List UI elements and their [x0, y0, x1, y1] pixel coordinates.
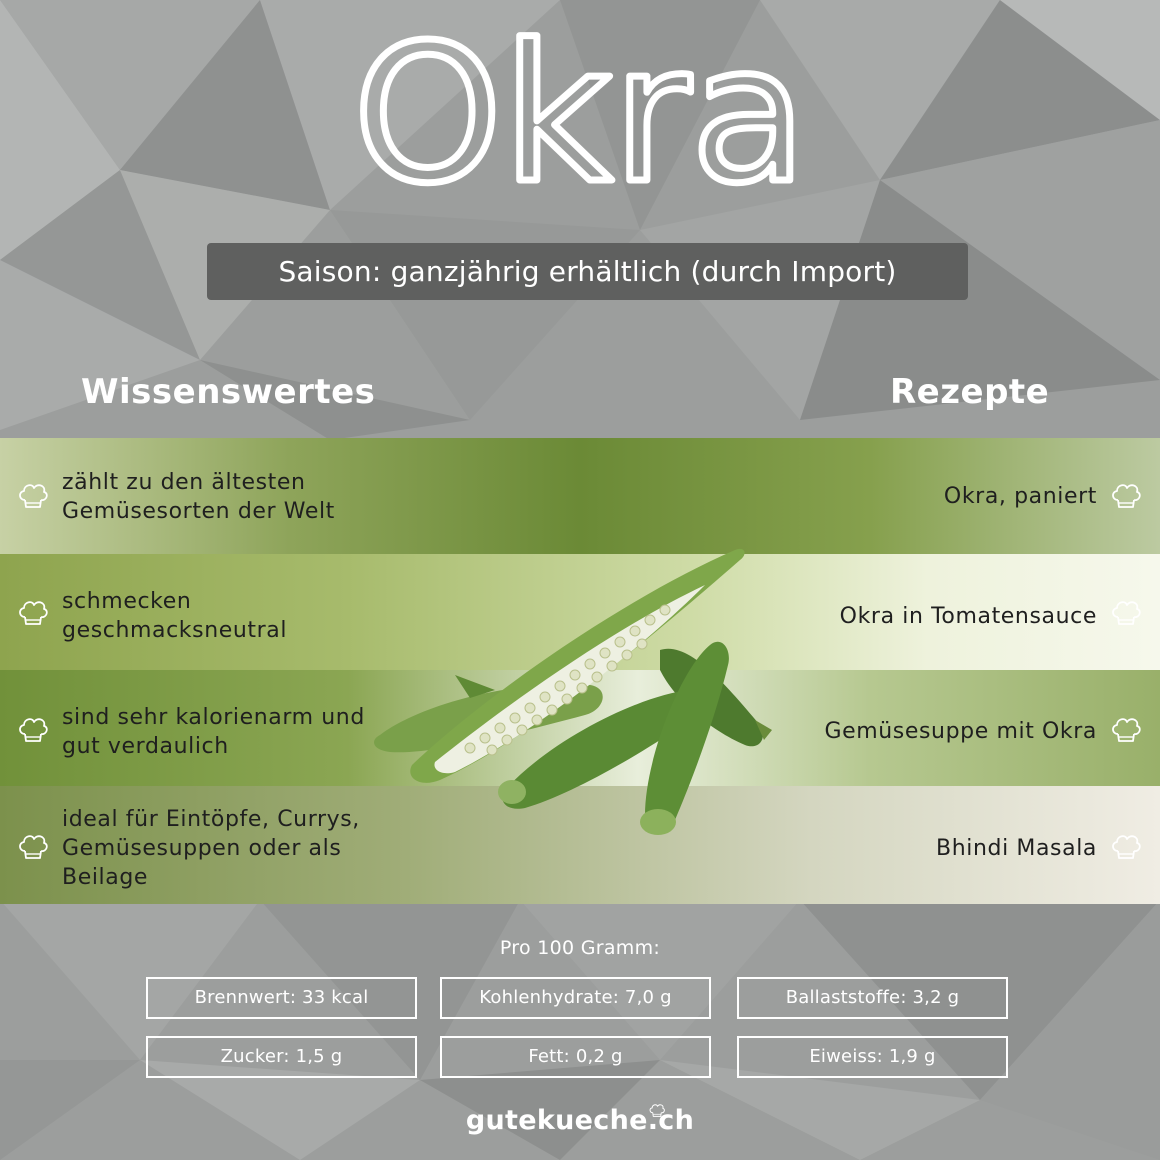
chef-hat-icon [1110, 597, 1142, 627]
okra-pods-image [360, 540, 780, 840]
fact-line: geschmacksneutral [62, 618, 288, 643]
recipes-heading: Rezepte [890, 372, 1050, 412]
facts-heading: Wissenswertes [81, 372, 376, 412]
page-title [0, 0, 1160, 215]
recipe-link-1[interactable]: Okra, paniert [943, 484, 1097, 509]
chef-hat-icon [17, 714, 49, 744]
nutrition-box-energy: Brennwert: 33 kcal [146, 977, 417, 1019]
season-banner: Saison: ganzjährig erhältlich (durch Import) [207, 243, 968, 300]
fact-line: Gemüsesuppen oder als [62, 836, 342, 861]
fact-item-2 [62, 587, 392, 645]
chef-hat-icon [1110, 480, 1142, 510]
fact-item-1 [62, 468, 392, 526]
nutrition-box-protein: Eiweiss: 1,9 g [737, 1036, 1008, 1078]
fact-line: Beilage [62, 865, 149, 890]
nutrition-heading: Pro 100 Gramm: [499, 937, 661, 959]
recipe-link-2[interactable]: Okra in Tomatensauce [839, 604, 1097, 629]
chef-hat-icon [17, 597, 49, 627]
nutrition-box-fat: Fett: 0,2 g [440, 1036, 711, 1078]
fact-line: sind sehr kalorienarm und [62, 705, 365, 730]
recipe-link-4[interactable]: Bhindi Masala [936, 836, 1097, 861]
nutrition-box-fiber: Ballaststoffe: 3,2 g [737, 977, 1008, 1019]
nutrition-box-carbs: Kohlenhydrate: 7,0 g [440, 977, 711, 1019]
fact-line: zählt zu den ältesten [62, 470, 306, 495]
chef-hat-icon [1110, 831, 1142, 861]
fact-item-4 [62, 805, 392, 892]
footer-brand[interactable]: gutekueche.ch [465, 1105, 695, 1136]
fact-line: Gemüsesorten der Welt [62, 499, 335, 524]
recipe-link-3[interactable]: Gemüsesuppe mit Okra [824, 719, 1097, 744]
nutrition-box-sugar: Zucker: 1,5 g [146, 1036, 417, 1078]
chef-hat-icon [17, 480, 49, 510]
chef-hat-icon [17, 831, 49, 861]
fact-line: schmecken [62, 589, 192, 614]
fact-line: ideal für Eintöpfe, Currys, [62, 807, 360, 832]
chef-hat-icon [648, 1102, 666, 1118]
page-title-text: Okra [352, 4, 808, 215]
fact-item-3 [62, 703, 402, 761]
chef-hat-icon [1110, 714, 1142, 744]
fact-line: gut verdaulich [62, 734, 229, 759]
